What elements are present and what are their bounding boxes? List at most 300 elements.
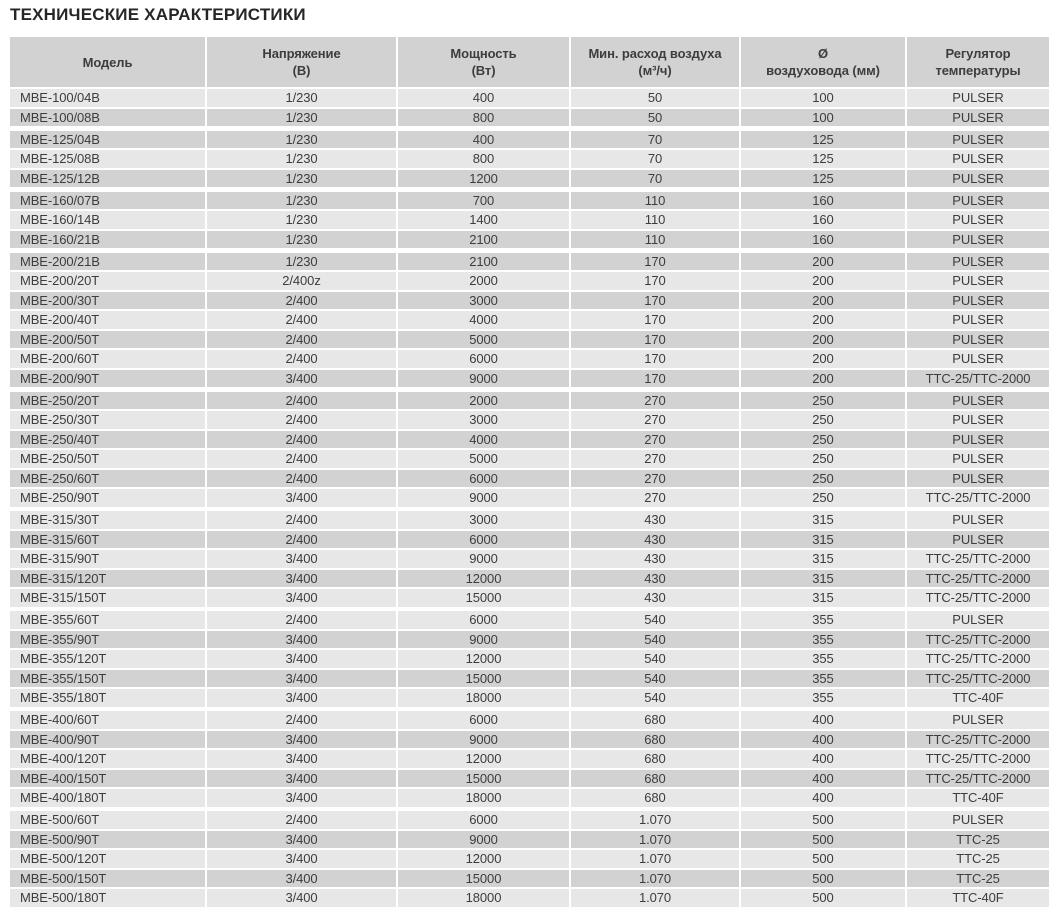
cell-airflow: 680 — [571, 750, 739, 768]
cell-voltage: 3/400 — [207, 870, 396, 888]
cell-regulator: PULSER — [907, 211, 1049, 229]
table-row — [10, 570, 1051, 588]
cell-regulator: PULSER — [907, 292, 1049, 310]
cell-model: MBE-315/30T — [10, 511, 205, 529]
cell-voltage: 3/400 — [207, 750, 396, 768]
cell-airflow: 680 — [571, 731, 739, 749]
cell-model: MBE-250/50T — [10, 450, 205, 468]
cell-regulator: PULSER — [907, 192, 1049, 210]
model-group-200 — [10, 253, 1051, 388]
cell-diameter: 500 — [741, 850, 905, 868]
cell-airflow: 70 — [571, 150, 739, 168]
table-row — [10, 589, 1051, 607]
cell-regulator: TTC-25/TTC-2000 — [907, 631, 1049, 649]
cell-voltage: 2/400 — [207, 292, 396, 310]
cell-model: MBE-250/40T — [10, 431, 205, 449]
table-row — [10, 850, 1051, 868]
cell-diameter: 315 — [741, 570, 905, 588]
cell-airflow: 430 — [571, 550, 739, 568]
cell-regulator: TTC-25/TTC-2000 — [907, 731, 1049, 749]
cell-power: 9000 — [398, 370, 569, 388]
cell-regulator: TTC-25/TTC-2000 — [907, 650, 1049, 668]
cell-model: MBE-500/180T — [10, 889, 205, 907]
cell-power: 400 — [398, 131, 569, 149]
cell-airflow: 110 — [571, 211, 739, 229]
cell-airflow: 540 — [571, 611, 739, 629]
cell-regulator: PULSER — [907, 711, 1049, 729]
table-row — [10, 811, 1051, 829]
cell-model: MBE-250/60T — [10, 470, 205, 488]
cell-power: 6000 — [398, 531, 569, 549]
cell-voltage: 2/400 — [207, 470, 396, 488]
cell-diameter: 100 — [741, 109, 905, 127]
cell-power: 400 — [398, 89, 569, 107]
table-row — [10, 889, 1051, 907]
cell-model: MBE-100/08B — [10, 109, 205, 127]
cell-power: 2100 — [398, 253, 569, 271]
cell-power: 1400 — [398, 211, 569, 229]
cell-regulator: TTC-25 — [907, 850, 1049, 868]
cell-model: MBE-400/150T — [10, 770, 205, 788]
cell-model: MBE-355/120T — [10, 650, 205, 668]
cell-diameter: 400 — [741, 770, 905, 788]
cell-power: 3000 — [398, 411, 569, 429]
cell-diameter: 315 — [741, 511, 905, 529]
cell-regulator: PULSER — [907, 450, 1049, 468]
cell-voltage: 3/400 — [207, 589, 396, 607]
cell-power: 6000 — [398, 611, 569, 629]
cell-regulator: PULSER — [907, 131, 1049, 149]
cell-regulator: PULSER — [907, 470, 1049, 488]
cell-airflow: 170 — [571, 331, 739, 349]
cell-airflow: 680 — [571, 711, 739, 729]
cell-regulator: TTC-25/TTC-2000 — [907, 670, 1049, 688]
cell-voltage: 3/400 — [207, 670, 396, 688]
table-row — [10, 150, 1051, 168]
cell-model: MBE-250/20T — [10, 392, 205, 410]
cell-regulator: PULSER — [907, 531, 1049, 549]
cell-diameter: 400 — [741, 711, 905, 729]
column-header-line2: температуры — [935, 63, 1021, 78]
table-row — [10, 531, 1051, 549]
cell-diameter: 250 — [741, 450, 905, 468]
cell-voltage: 3/400 — [207, 631, 396, 649]
cell-airflow: 50 — [571, 109, 739, 127]
cell-model: MBE-100/04B — [10, 89, 205, 107]
cell-regulator: PULSER — [907, 311, 1049, 329]
cell-diameter: 200 — [741, 292, 905, 310]
cell-regulator: TTC-25/TTC-2000 — [907, 770, 1049, 788]
cell-diameter: 355 — [741, 631, 905, 649]
cell-power: 9000 — [398, 489, 569, 507]
cell-model: MBE-400/120T — [10, 750, 205, 768]
table-row — [10, 650, 1051, 668]
table-row — [10, 511, 1051, 529]
cell-power: 2100 — [398, 231, 569, 249]
model-group-400 — [10, 711, 1051, 807]
cell-diameter: 500 — [741, 889, 905, 907]
cell-voltage: 3/400 — [207, 570, 396, 588]
cell-power: 3000 — [398, 292, 569, 310]
cell-power: 700 — [398, 192, 569, 210]
table-row — [10, 272, 1051, 290]
cell-diameter: 250 — [741, 489, 905, 507]
cell-airflow: 1.070 — [571, 850, 739, 868]
table-row — [10, 450, 1051, 468]
cell-model: MBE-355/90T — [10, 631, 205, 649]
cell-regulator: TTC-25/TTC-2000 — [907, 750, 1049, 768]
cell-airflow: 170 — [571, 253, 739, 271]
cell-regulator: TTC-25/TTC-2000 — [907, 489, 1049, 507]
cell-diameter: 160 — [741, 192, 905, 210]
table-row — [10, 631, 1051, 649]
cell-airflow: 430 — [571, 570, 739, 588]
cell-model: MBE-355/60T — [10, 611, 205, 629]
cell-voltage: 2/400 — [207, 611, 396, 629]
cell-airflow: 540 — [571, 631, 739, 649]
cell-diameter: 200 — [741, 331, 905, 349]
cell-diameter: 400 — [741, 750, 905, 768]
cell-power: 4000 — [398, 311, 569, 329]
cell-airflow: 430 — [571, 531, 739, 549]
cell-diameter: 125 — [741, 150, 905, 168]
cell-regulator: PULSER — [907, 89, 1049, 107]
cell-regulator: TTC-40F — [907, 889, 1049, 907]
specs-table — [10, 37, 1051, 907]
cell-power: 800 — [398, 109, 569, 127]
cell-power: 12000 — [398, 570, 569, 588]
cell-regulator: PULSER — [907, 231, 1049, 249]
cell-voltage: 3/400 — [207, 370, 396, 388]
cell-diameter: 355 — [741, 611, 905, 629]
cell-voltage: 3/400 — [207, 889, 396, 907]
cell-regulator: PULSER — [907, 150, 1049, 168]
table-row — [10, 470, 1051, 488]
cell-model: MBE-125/04B — [10, 131, 205, 149]
cell-regulator: PULSER — [907, 431, 1049, 449]
table-row — [10, 89, 1051, 107]
cell-power: 18000 — [398, 689, 569, 707]
cell-voltage: 3/400 — [207, 770, 396, 788]
cell-airflow: 1.070 — [571, 811, 739, 829]
cell-airflow: 1.070 — [571, 889, 739, 907]
cell-model: MBE-160/21B — [10, 231, 205, 249]
table-row — [10, 370, 1051, 388]
cell-diameter: 400 — [741, 789, 905, 807]
table-row — [10, 431, 1051, 449]
cell-airflow: 70 — [571, 170, 739, 188]
cell-diameter: 500 — [741, 831, 905, 849]
cell-regulator: TTC-40F — [907, 789, 1049, 807]
cell-voltage: 1/230 — [207, 192, 396, 210]
cell-power: 9000 — [398, 731, 569, 749]
cell-model: MBE-200/50T — [10, 331, 205, 349]
cell-power: 9000 — [398, 550, 569, 568]
cell-diameter: 500 — [741, 811, 905, 829]
cell-model: MBE-315/120T — [10, 570, 205, 588]
cell-regulator: PULSER — [907, 611, 1049, 629]
cell-regulator: PULSER — [907, 331, 1049, 349]
column-header-model — [10, 37, 205, 87]
cell-regulator: PULSER — [907, 170, 1049, 188]
table-row — [10, 170, 1051, 188]
cell-power: 15000 — [398, 770, 569, 788]
cell-airflow: 170 — [571, 272, 739, 290]
cell-power: 4000 — [398, 431, 569, 449]
column-header-line2: (В) — [292, 63, 311, 78]
column-header-line1: Ø — [817, 46, 828, 61]
cell-model: MBE-315/150T — [10, 589, 205, 607]
cell-model: MBE-250/30T — [10, 411, 205, 429]
cell-voltage: 2/400 — [207, 711, 396, 729]
table-row — [10, 789, 1051, 807]
cell-model: MBE-125/08B — [10, 150, 205, 168]
cell-model: MBE-500/120T — [10, 850, 205, 868]
cell-airflow: 270 — [571, 470, 739, 488]
cell-diameter: 355 — [741, 670, 905, 688]
cell-voltage: 3/400 — [207, 850, 396, 868]
table-row — [10, 231, 1051, 249]
cell-voltage: 2/400 — [207, 331, 396, 349]
table-row — [10, 292, 1051, 310]
cell-voltage: 3/400 — [207, 731, 396, 749]
cell-model: MBE-315/60T — [10, 531, 205, 549]
cell-regulator: TTC-25/TTC-2000 — [907, 370, 1049, 388]
table-row — [10, 731, 1051, 749]
cell-model: MBE-355/180T — [10, 689, 205, 707]
cell-voltage: 1/230 — [207, 211, 396, 229]
model-group-315 — [10, 511, 1051, 607]
table-row — [10, 392, 1051, 410]
cell-power: 15000 — [398, 670, 569, 688]
cell-regulator: TTC-25/TTC-2000 — [907, 589, 1049, 607]
cell-airflow: 680 — [571, 770, 739, 788]
cell-airflow: 170 — [571, 370, 739, 388]
cell-model: MBE-355/150T — [10, 670, 205, 688]
cell-regulator: PULSER — [907, 350, 1049, 368]
cell-model: MBE-125/12B — [10, 170, 205, 188]
table-row — [10, 311, 1051, 329]
cell-diameter: 160 — [741, 211, 905, 229]
model-group-500 — [10, 811, 1051, 907]
cell-model: MBE-200/21B — [10, 253, 205, 271]
column-header-line1: Мин. расход воздуха — [588, 46, 722, 61]
cell-power: 15000 — [398, 870, 569, 888]
cell-diameter: 355 — [741, 650, 905, 668]
cell-diameter: 315 — [741, 531, 905, 549]
cell-diameter: 100 — [741, 89, 905, 107]
cell-diameter: 200 — [741, 253, 905, 271]
column-header-airflow — [571, 37, 739, 87]
cell-airflow: 680 — [571, 789, 739, 807]
cell-model: MBE-250/90T — [10, 489, 205, 507]
cell-airflow: 170 — [571, 292, 739, 310]
cell-power: 12000 — [398, 650, 569, 668]
cell-power: 9000 — [398, 831, 569, 849]
cell-regulator: PULSER — [907, 411, 1049, 429]
cell-diameter: 200 — [741, 350, 905, 368]
column-header-line1: Регулятор — [945, 46, 1011, 61]
cell-model: MBE-200/60T — [10, 350, 205, 368]
table-row — [10, 350, 1051, 368]
table-row — [10, 411, 1051, 429]
cell-power: 2000 — [398, 272, 569, 290]
table-row — [10, 211, 1051, 229]
cell-regulator: TTC-25/TTC-2000 — [907, 550, 1049, 568]
cell-diameter: 200 — [741, 272, 905, 290]
table-row — [10, 109, 1051, 127]
cell-voltage: 1/230 — [207, 131, 396, 149]
cell-regulator: PULSER — [907, 811, 1049, 829]
model-group-250 — [10, 392, 1051, 507]
cell-power: 12000 — [398, 850, 569, 868]
cell-airflow: 540 — [571, 670, 739, 688]
cell-power: 6000 — [398, 350, 569, 368]
cell-regulator: PULSER — [907, 253, 1049, 271]
cell-diameter: 250 — [741, 411, 905, 429]
column-header-diameter — [741, 37, 905, 87]
column-header-line2: (Вт) — [471, 63, 496, 78]
cell-power: 18000 — [398, 889, 569, 907]
cell-airflow: 1.070 — [571, 870, 739, 888]
cell-airflow: 540 — [571, 650, 739, 668]
cell-voltage: 3/400 — [207, 489, 396, 507]
table-row — [10, 770, 1051, 788]
cell-diameter: 250 — [741, 470, 905, 488]
model-group-355 — [10, 611, 1051, 707]
cell-regulator: TTC-25/TTC-2000 — [907, 570, 1049, 588]
column-header-regulator — [907, 37, 1049, 87]
cell-model: MBE-500/150T — [10, 870, 205, 888]
cell-regulator: TTC-40F — [907, 689, 1049, 707]
cell-voltage: 3/400 — [207, 831, 396, 849]
cell-airflow: 270 — [571, 411, 739, 429]
cell-voltage: 1/230 — [207, 150, 396, 168]
cell-regulator: PULSER — [907, 109, 1049, 127]
cell-power: 6000 — [398, 811, 569, 829]
cell-diameter: 315 — [741, 589, 905, 607]
cell-airflow: 540 — [571, 689, 739, 707]
cell-voltage: 2/400 — [207, 350, 396, 368]
cell-diameter: 400 — [741, 731, 905, 749]
cell-model: MBE-315/90T — [10, 550, 205, 568]
cell-voltage: 3/400 — [207, 689, 396, 707]
column-header-voltage — [207, 37, 396, 87]
cell-model: MBE-160/07B — [10, 192, 205, 210]
cell-model: MBE-400/180T — [10, 789, 205, 807]
column-header-line2: (м³/ч) — [638, 63, 672, 78]
table-row — [10, 550, 1051, 568]
table-header-row — [10, 37, 1051, 87]
cell-power: 6000 — [398, 711, 569, 729]
cell-model: MBE-200/20T — [10, 272, 205, 290]
cell-airflow: 430 — [571, 589, 739, 607]
cell-model: MBE-500/90T — [10, 831, 205, 849]
cell-voltage: 3/400 — [207, 650, 396, 668]
cell-model: MBE-400/90T — [10, 731, 205, 749]
model-group-160 — [10, 192, 1051, 249]
column-header-line1: Модель — [82, 54, 133, 70]
cell-regulator: TTC-25 — [907, 831, 1049, 849]
cell-power: 2000 — [398, 392, 569, 410]
cell-power: 5000 — [398, 450, 569, 468]
cell-voltage: 2/400 — [207, 811, 396, 829]
cell-airflow: 170 — [571, 311, 739, 329]
cell-power: 6000 — [398, 470, 569, 488]
cell-diameter: 200 — [741, 370, 905, 388]
cell-diameter: 250 — [741, 392, 905, 410]
table-row — [10, 331, 1051, 349]
cell-voltage: 1/230 — [207, 109, 396, 127]
cell-power: 12000 — [398, 750, 569, 768]
cell-voltage: 1/230 — [207, 231, 396, 249]
cell-voltage: 2/400 — [207, 411, 396, 429]
cell-power: 15000 — [398, 589, 569, 607]
cell-model: MBE-200/40T — [10, 311, 205, 329]
table-row — [10, 253, 1051, 271]
cell-regulator: PULSER — [907, 392, 1049, 410]
table-row — [10, 711, 1051, 729]
cell-voltage: 2/400 — [207, 531, 396, 549]
table-row — [10, 831, 1051, 849]
cell-diameter: 200 — [741, 311, 905, 329]
cell-model: MBE-500/60T — [10, 811, 205, 829]
column-header-line2: воздуховода (мм) — [766, 63, 880, 78]
cell-airflow: 110 — [571, 192, 739, 210]
cell-airflow: 70 — [571, 131, 739, 149]
column-header-line1: Мощность — [450, 46, 517, 61]
cell-diameter: 125 — [741, 131, 905, 149]
cell-voltage: 2/400 — [207, 450, 396, 468]
cell-voltage: 3/400 — [207, 789, 396, 807]
cell-voltage: 3/400 — [207, 550, 396, 568]
model-group-100 — [10, 89, 1051, 126]
cell-voltage: 2/400 — [207, 511, 396, 529]
cell-diameter: 500 — [741, 870, 905, 888]
table-row — [10, 689, 1051, 707]
cell-airflow: 1.070 — [571, 831, 739, 849]
table-row — [10, 670, 1051, 688]
cell-power: 18000 — [398, 789, 569, 807]
cell-voltage: 1/230 — [207, 89, 396, 107]
cell-voltage: 2/400 — [207, 392, 396, 410]
table-row — [10, 192, 1051, 210]
cell-airflow: 270 — [571, 489, 739, 507]
cell-voltage: 2/400z — [207, 272, 396, 290]
cell-regulator: PULSER — [907, 272, 1049, 290]
cell-diameter: 355 — [741, 689, 905, 707]
cell-airflow: 270 — [571, 450, 739, 468]
cell-regulator: PULSER — [907, 511, 1049, 529]
page-title: ТЕХНИЧЕСКИЕ ХАРАКТЕРИСТИКИ — [10, 5, 306, 24]
column-header-line1: Напряжение — [262, 46, 341, 61]
cell-airflow: 430 — [571, 511, 739, 529]
cell-power: 5000 — [398, 331, 569, 349]
cell-diameter: 315 — [741, 550, 905, 568]
cell-diameter: 125 — [741, 170, 905, 188]
table-row — [10, 131, 1051, 149]
cell-model: MBE-160/14B — [10, 211, 205, 229]
cell-airflow: 170 — [571, 350, 739, 368]
table-row — [10, 611, 1051, 629]
cell-power: 1200 — [398, 170, 569, 188]
cell-voltage: 2/400 — [207, 311, 396, 329]
cell-model: MBE-200/90T — [10, 370, 205, 388]
cell-voltage: 2/400 — [207, 431, 396, 449]
cell-model: MBE-400/60T — [10, 711, 205, 729]
table-row — [10, 870, 1051, 888]
table-row — [10, 750, 1051, 768]
